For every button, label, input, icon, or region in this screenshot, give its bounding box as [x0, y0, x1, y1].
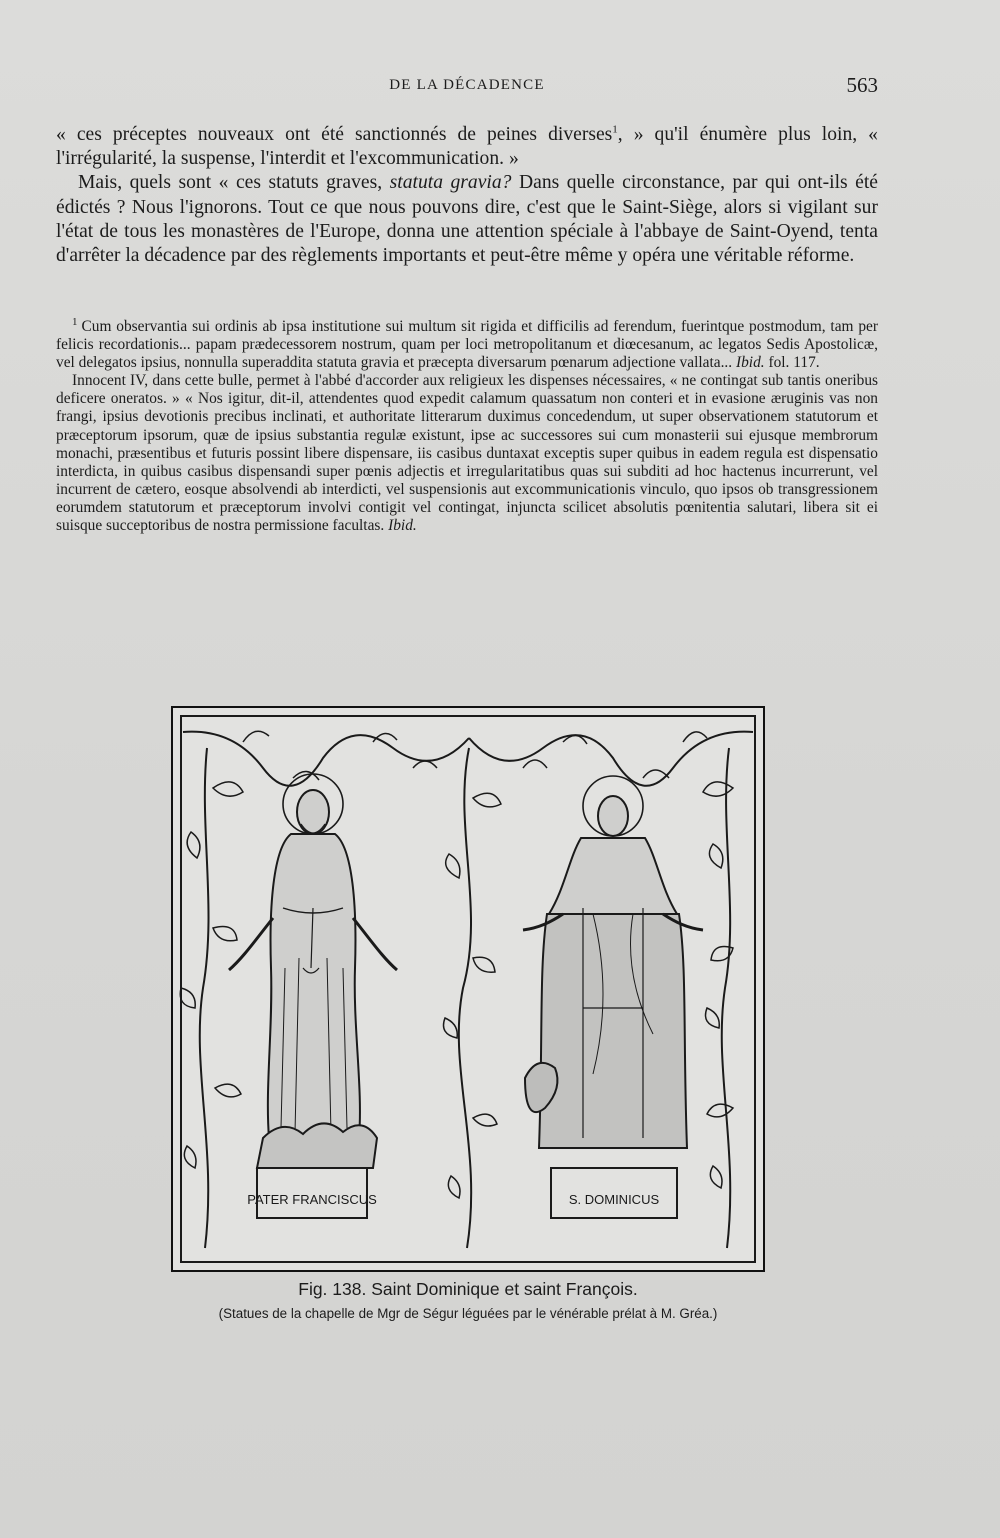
right-pedestal-inscription: S. DOMINICUS — [568, 1192, 660, 1207]
footnote-2 — [56, 372, 878, 535]
vine-column-right — [722, 748, 730, 1248]
leaves-left — [180, 782, 243, 1168]
footnote-2-ibid: Ibid. — [388, 517, 417, 535]
engraving-figure — [171, 706, 765, 1272]
paragraph-2-start: Mais, quels sont « ces statuts graves, — [78, 172, 390, 194]
footnote-reference: 1 — [612, 123, 618, 136]
figure-caption: Fig. 138. Saint Dominique et saint François. — [298, 1279, 638, 1299]
figure-subcaption: (Statues de la chapelle de Mgr de Ségur léguées par le vénérable prélat à M. Gréa.) — [218, 1306, 718, 1321]
running-title: DE LA DÉCADENCE — [389, 77, 545, 93]
arch-right — [469, 732, 753, 786]
leaves-center — [444, 793, 502, 1198]
paragraph-1 — [56, 123, 878, 171]
footnotes — [56, 315, 878, 535]
paragraph-1-rest: , » qu'il énumère plus loin, « l'irrégularité, la suspense, l'interdit et l'excommunication. » — [56, 124, 878, 170]
vine-column-center — [459, 748, 471, 1248]
saint-francis-statue — [229, 774, 397, 1218]
footnote-1-end: fol. 117. — [764, 354, 820, 372]
vine-column-left — [200, 748, 209, 1248]
saint-dominic-statue — [523, 776, 703, 1218]
footnote-1 — [56, 315, 878, 372]
statues-illustration — [173, 708, 763, 1270]
leaves-right — [703, 782, 733, 1188]
paragraph-2-italic: statuta gravia? — [389, 172, 512, 194]
footnote-1-text: Cum observantia sui ordinis ab ipsa institutione sui multum sit rigida et difficilis ad ferendum, fuerintque postmodum, tam per felicis recordationis... papam prædecessorem nostrum, quam per loci metropolitanum et diœcesanum, ac legatos Sedis Apostolicæ, vel delegatos ipsius, nonnulla superaddita statuta gravia et præcepta diversarum pœnarum adjectione vallata... — [56, 318, 878, 372]
paragraph-2-rest: Dans quelle circonstance, par qui ont-ils été édictés ? Nous l'ignorons. Tout ce que nous pouvons dire, c'est que le Saint-Siège, alors si vigilant sur l'état de tous les monastères de l'Europe, donna une attention spéciale à l'abbaye de Saint-Oyend, tenta d'arrêter la décadence par des règlements importants et peut-être même y opéra une véritable réforme. — [56, 172, 878, 267]
main-text — [56, 123, 878, 268]
page-number: 563 — [846, 73, 878, 97]
footnote-1-number: 1 — [72, 315, 78, 328]
page-header — [56, 73, 878, 101]
paragraph-1-text: « ces préceptes nouveaux ont été sanctionnés de peines diverses — [56, 124, 613, 145]
left-pedestal-inscription: PATER FRANCISCUS — [247, 1192, 377, 1207]
footnote-1-ibid: Ibid. — [735, 354, 765, 372]
paragraph-2 — [56, 171, 878, 268]
footnote-2-text: Innocent IV, dans cette bulle, permet à l'abbé d'accorder aux religieux les dispenses nécessaires, « ne contingat sub tantis oneribus deficere oneratos. » « Nos igitur, dit-il, attendentes quod expedit calamum quassatum non conteri et in evasione æruginis vas non frangi, ipsius devotionis precibus inclinati, et authoritate litterarum duximus concedendum, ut super observationem statutorum et præceptorum ipsorum, quæ de ipsius substantia regulæ existunt, ipse ac successores sui cum monasterii sui ejusque membrorum monachi, præsentibus et futuris possint libere dispensare, iis casibus duntaxat exceptis super quibus in eadem regula est dispensatio interdicta, in quibus casibus dispensandi super pœnis adjectis et irregularitatibus quas sui subditi ad hoc hactenus incurrerunt, vel incurrent de cætero, eosque absolvendi ab interdicti, vel suspensionis aut excommunicationis vinculo, quo ipsos ob transgressionem eorumdem statutorum et præceptorum involvi contigit vel contingat, injuncta scilicet absolutis pœnitentia salutari, libera sit ei suisque succeptoribus de nostra permissione facultas. — [56, 372, 878, 535]
